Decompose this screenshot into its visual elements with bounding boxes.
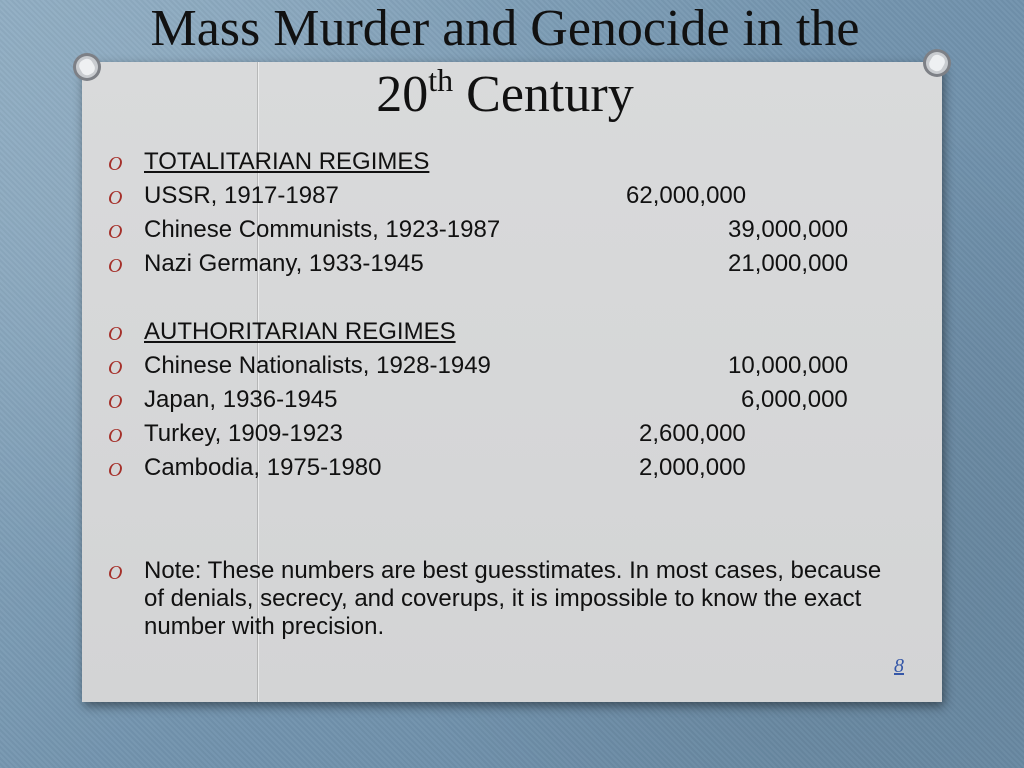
slide-title: [0, 0, 1010, 128]
title-century: Century: [453, 66, 634, 123]
title-number: 20: [376, 66, 429, 123]
note-text: Note: These numbers are best guesstimates. In most cases, because of denials, secrecy, and coverups, it is impossible to know the exact number with precision.: [144, 557, 882, 640]
death-toll-value: 6,000,000: [741, 386, 848, 413]
regime-label: Chinese Nationalists, 1928-1949: [144, 352, 491, 379]
section-heading-totalitarian: TOTALITARIAN REGIMES: [144, 148, 430, 175]
list-item: [108, 419, 908, 453]
list-item: [108, 249, 908, 283]
bullet-icon: O: [108, 255, 123, 277]
title-line-1: Mass Murder and Genocide in the: [150, 0, 860, 57]
list-item: [108, 453, 908, 487]
list-item: [108, 385, 908, 419]
section-heading-authoritarian: AUTHORITARIAN REGIMES: [144, 318, 456, 345]
list-item: [108, 351, 908, 385]
note-item: [108, 557, 888, 641]
bullet-icon: O: [108, 187, 123, 209]
death-toll-value: 21,000,000: [728, 250, 849, 277]
regime-label: USSR, 1917-1987: [144, 182, 339, 209]
list-item: [108, 181, 908, 215]
regime-label: Chinese Communists, 1923-1987: [144, 216, 501, 243]
title-line-2: [0, 62, 1010, 128]
list-item: [108, 147, 908, 181]
page-number: 8: [894, 655, 904, 677]
bullet-icon: O: [108, 153, 123, 175]
bullet-list: [108, 147, 908, 481]
bullet-icon: O: [108, 562, 123, 584]
death-toll-value: 10,000,000: [728, 352, 849, 379]
regime-label: Nazi Germany, 1933-1945: [144, 250, 424, 277]
regime-label: Cambodia, 1975-1980: [144, 454, 382, 481]
regime-label: Turkey, 1909-1923: [144, 420, 343, 447]
death-toll-value: 2,000,000: [639, 454, 746, 481]
title-ordinal-suffix: th: [428, 62, 454, 98]
death-toll-value: 62,000,000: [626, 182, 747, 209]
death-toll-value: 2,600,000: [639, 420, 746, 447]
bullet-icon: O: [108, 425, 123, 447]
bullet-icon: O: [108, 459, 123, 481]
bullet-icon: O: [108, 323, 123, 345]
list-item: [108, 215, 908, 249]
regime-label: Japan, 1936-1945: [144, 386, 338, 413]
bullet-icon: O: [108, 391, 123, 413]
bullet-icon: O: [108, 357, 123, 379]
list-item: [108, 317, 908, 351]
death-toll-value: 39,000,000: [728, 216, 849, 243]
bullet-icon: O: [108, 221, 123, 243]
